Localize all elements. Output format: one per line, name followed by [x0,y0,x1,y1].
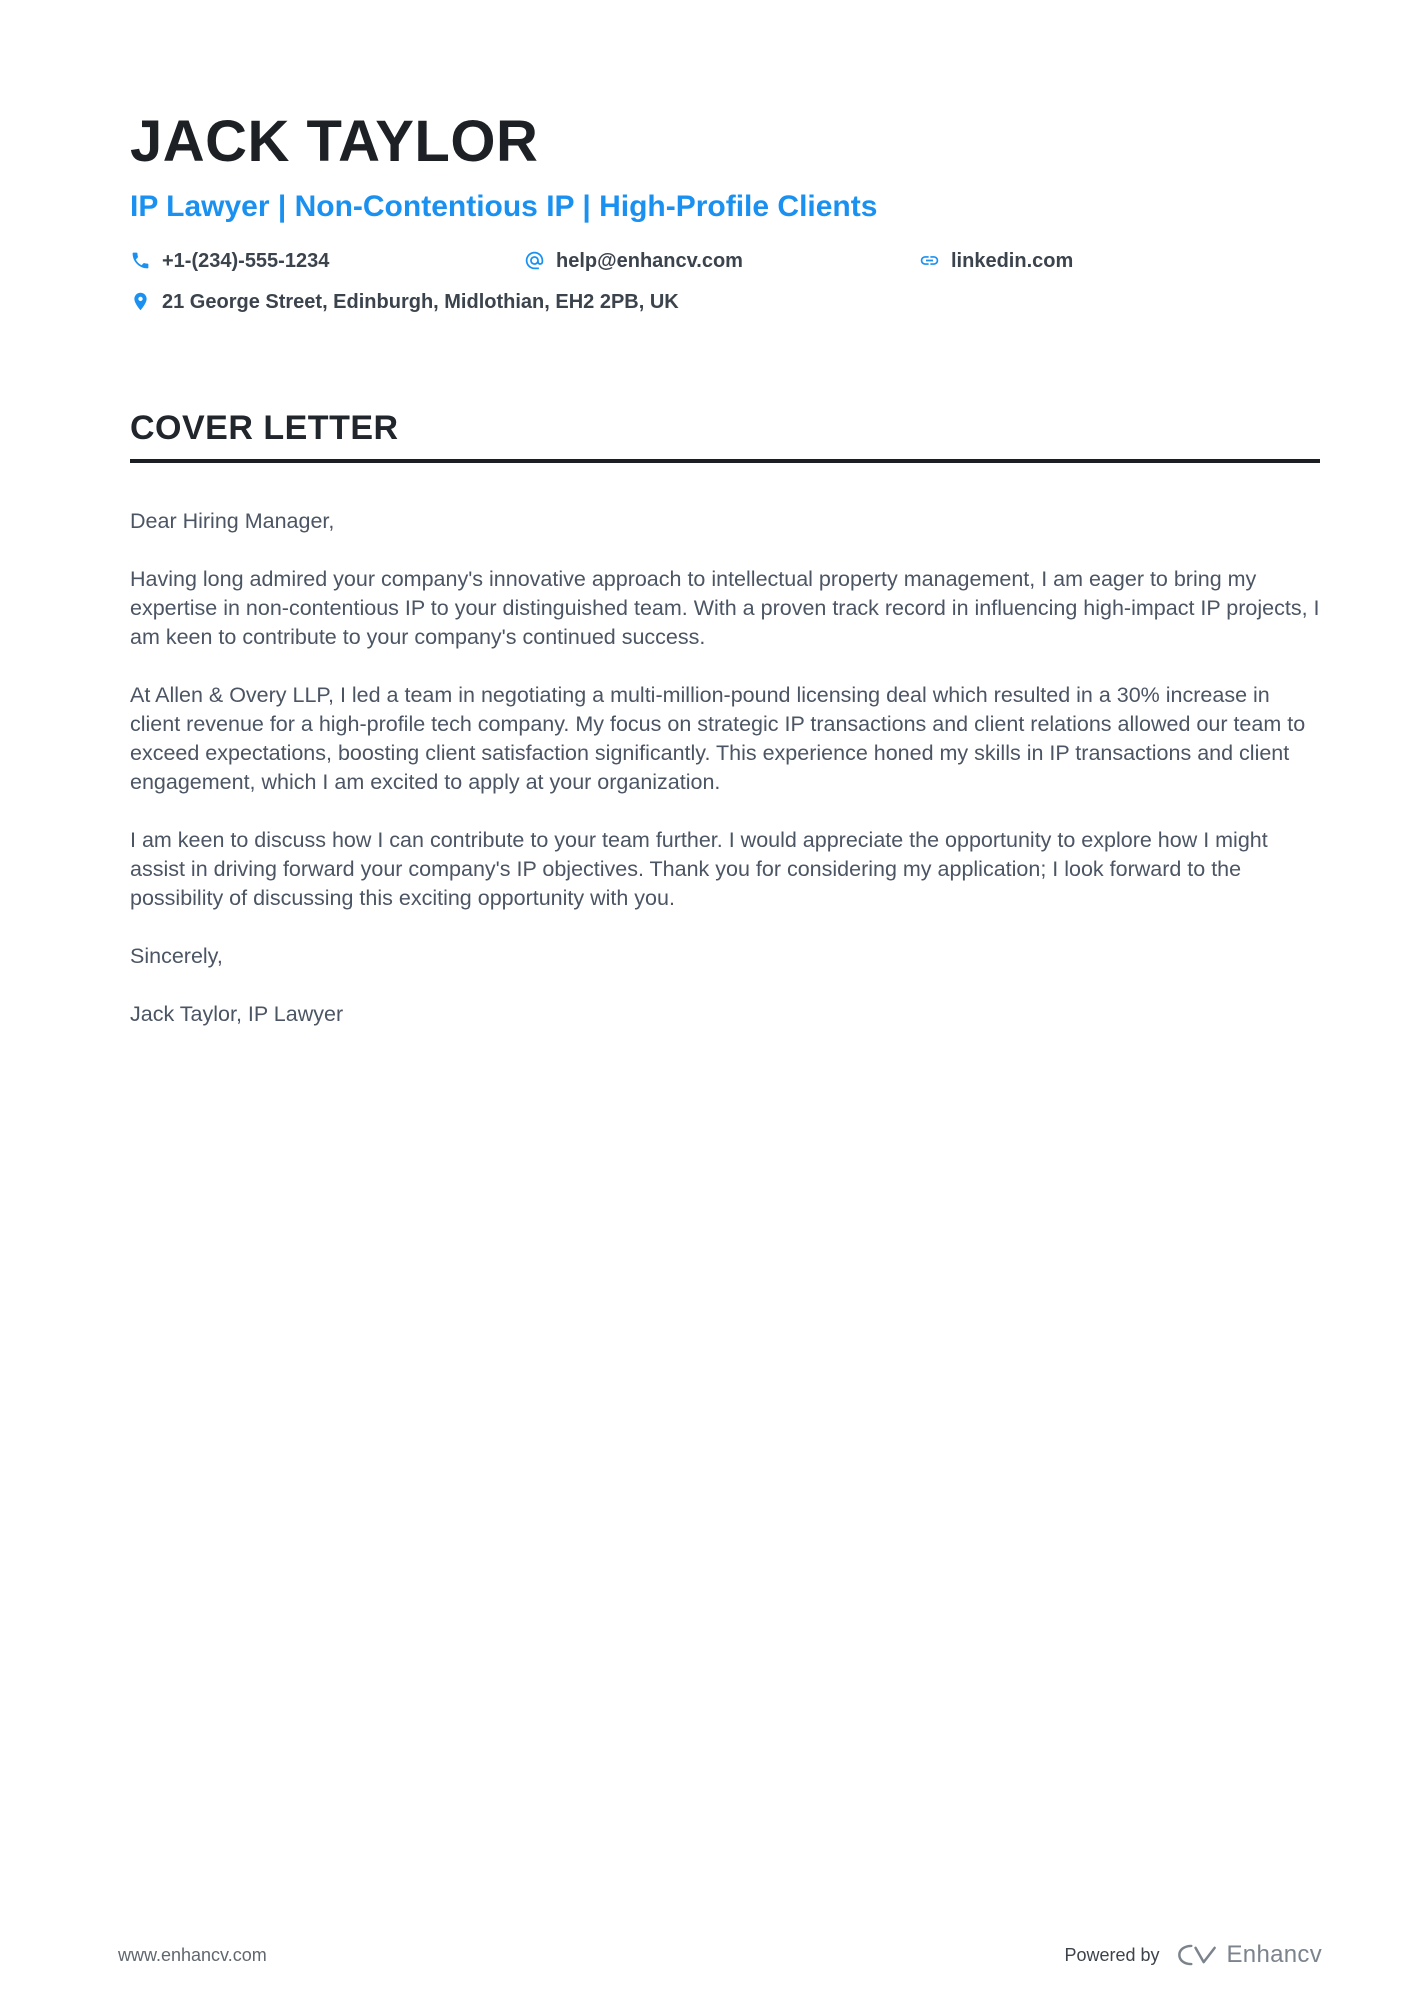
letter-paragraph: Having long admired your company's innovative approach to intellectual property management, I am eager to bring my expertise in non-contentious IP to your distinguished team. With a proven track record in influencing high-impact IP projects, I am keen to contribute to your company's continued success. [130,567,1320,650]
section-heading: COVER LETTER [130,410,1320,463]
contact-info [130,249,1320,314]
candidate-name: JACK TAYLOR [130,109,539,174]
contact-linkedin[interactable] [919,249,1320,273]
location-pin-icon [130,291,151,312]
cover-letter-section [130,410,1320,1029]
letter-paragraph: I am keen to discuss how I can contribute to your team further. I would appreciate the opportunity to explore how I might assist in driving forward your company's IP objectives. Thank you for considering my application; I look forward to the possibility of discussing this exciting opportunity with you. [130,828,1268,911]
enhancv-logo-icon [1176,1942,1218,1968]
footer-website-link[interactable]: www.enhancv.com [118,1944,267,1965]
contact-phone [130,249,524,273]
link-icon [919,250,940,271]
letter-paragraph: At Allen & Overy LLP, I led a team in negotiating a multi-million-pound licensing deal which resulted in a 30% increase in client revenue for a high-profile tech company. My focus on strategic IP transactions and client relations allowed our team to exceed expectations, boosting client satisfaction significantly. This experience honed my skills in IP transactions and client engagement, which I am excited to apply at your organization. [130,683,1306,795]
salutation: Dear Hiring Manager, [130,509,335,534]
powered-by [1064,1941,1322,1969]
enhancv-brand-link[interactable] [1176,1941,1323,1969]
powered-by-label: Powered by [1064,1944,1160,1965]
enhancv-brand-name: Enhancv [1226,1941,1322,1968]
candidate-title: IP Lawyer | Non-Contentious IP | High-Profile Clients [130,189,878,223]
phone-number: +1-(234)-555-1234 [162,249,330,272]
signature: Jack Taylor, IP Lawyer [130,1002,344,1027]
letter-body [130,507,1320,1029]
page-footer [0,1941,1410,1969]
closing: Sincerely, [130,944,223,969]
contact-email[interactable] [524,249,919,273]
linkedin-url: linkedin.com [951,249,1074,272]
phone-icon [130,250,151,271]
contact-address [130,290,1320,314]
address-text: 21 George Street, Edinburgh, Midlothian, EH2 2PB, UK [162,290,679,313]
email-address: help@enhancv.com [556,249,743,272]
at-sign-icon [524,250,545,271]
